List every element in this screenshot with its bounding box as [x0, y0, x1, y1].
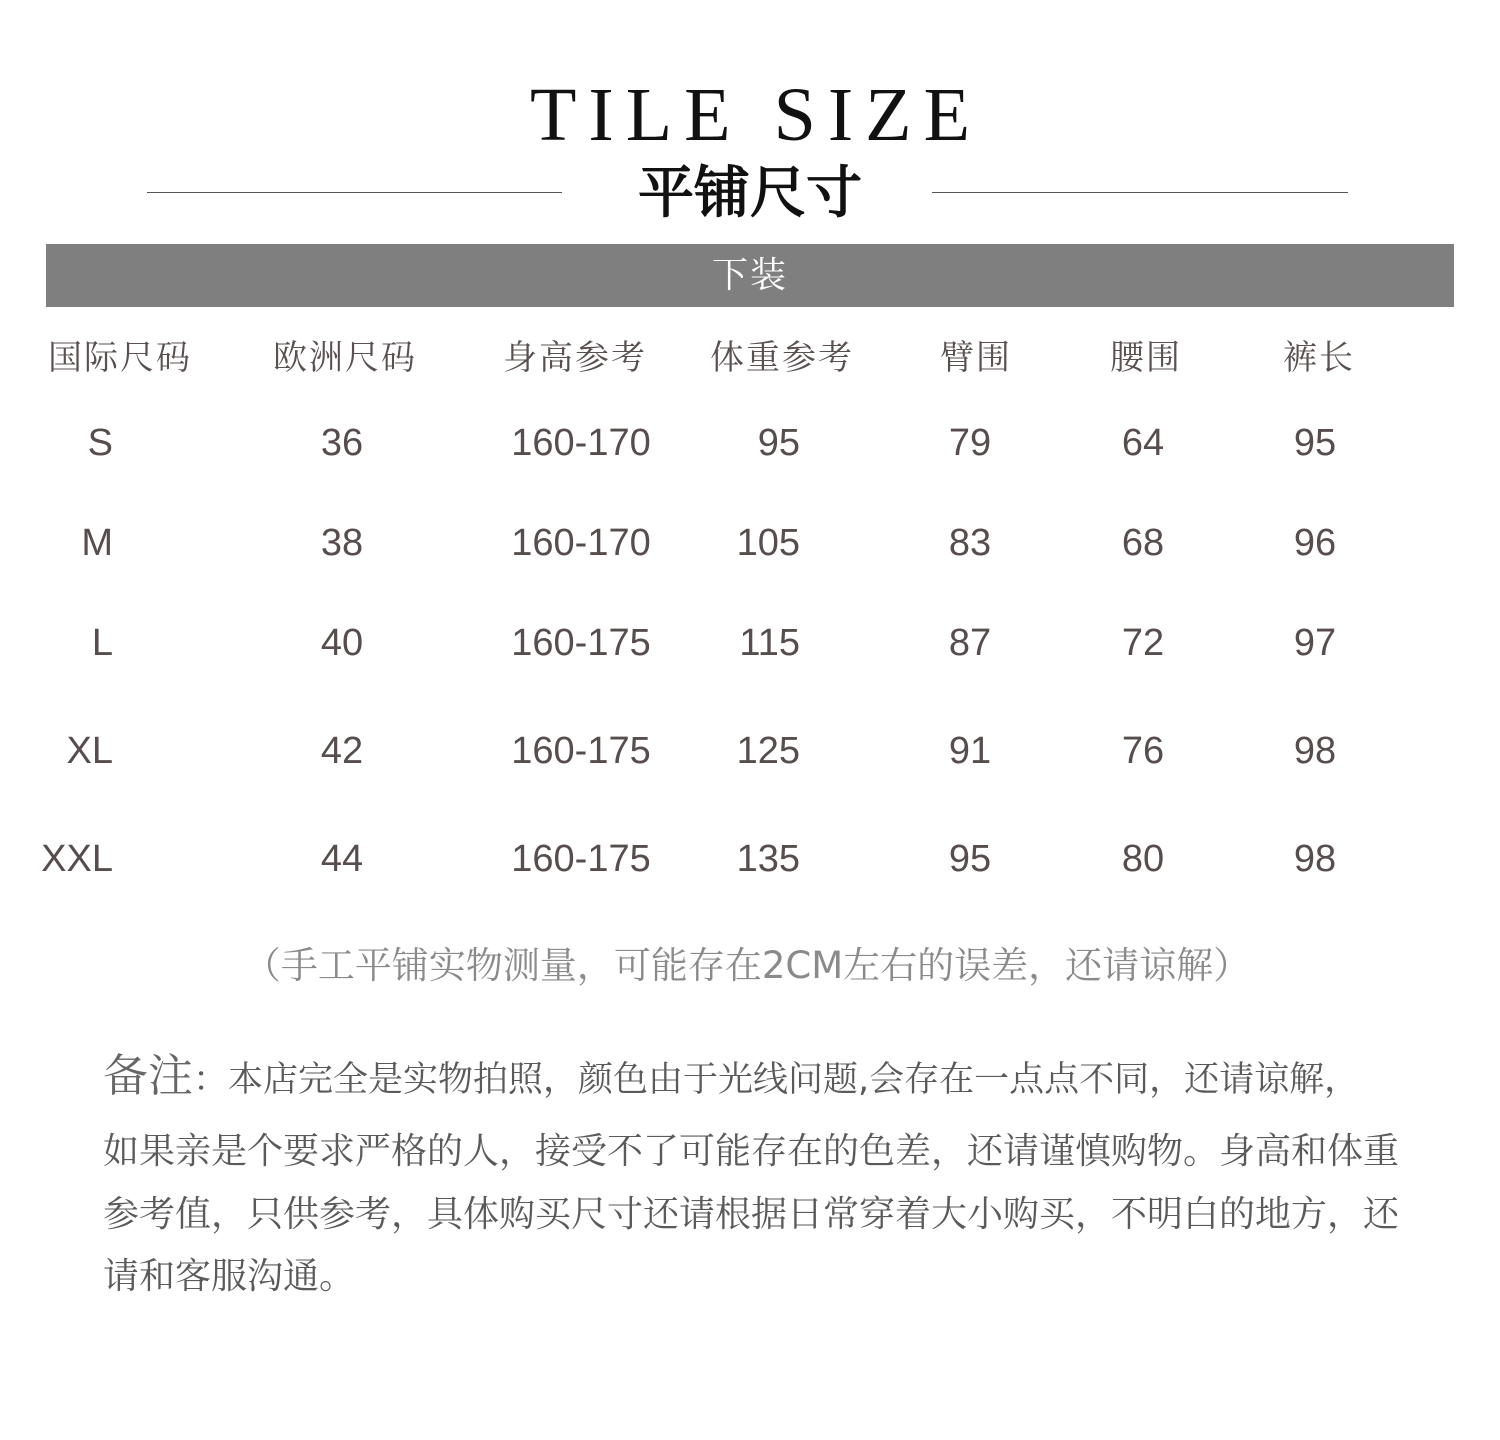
- cell-height-reference: 160-170: [511, 422, 651, 464]
- cell-waist: 68: [1121, 522, 1165, 564]
- cell-pants-length: 96: [1293, 522, 1337, 564]
- cell-waist: 72: [1121, 622, 1165, 664]
- cell-international-size: M: [81, 522, 113, 564]
- cell-pants-length: 98: [1293, 838, 1337, 880]
- cell-weight-reference: 95: [757, 422, 800, 464]
- cell-waist: 76: [1121, 730, 1165, 772]
- header-height-reference: 身高参考: [503, 338, 647, 378]
- cell-international-size: XXL: [41, 838, 113, 880]
- remarks-text: ：本店完全是实物拍照，颜色由于光线问题,会存在一点点不同，还请谅解，: [193, 1060, 1360, 1100]
- cell-weight-reference: 115: [739, 622, 800, 664]
- header-eu-size: 欧洲尺码: [273, 338, 417, 378]
- header-international-size: 国际尺码: [48, 338, 192, 378]
- cell-weight-reference: 125: [736, 730, 800, 772]
- cell-international-size: XL: [66, 730, 113, 772]
- table-row: [0, 731, 1500, 771]
- remarks-label: 备注: [103, 1049, 194, 1102]
- cell-hip: 79: [948, 422, 992, 464]
- header-hip: 臂围: [940, 338, 1012, 378]
- measurement-note: （手工平铺实物测量，可能存在2CM左右的误差，还请谅解）: [243, 944, 1251, 987]
- cell-international-size: S: [87, 422, 113, 464]
- page-title: TILE SIZE: [529, 73, 982, 157]
- table-row: [0, 623, 1500, 663]
- page-subtitle: 平铺尺寸: [638, 161, 862, 226]
- cell-height-reference: 160-175: [511, 622, 651, 664]
- cell-weight-reference: 135: [736, 838, 800, 880]
- cell-hip: 91: [948, 730, 992, 772]
- cell-hip: 95: [948, 838, 992, 880]
- cell-pants-length: 95: [1293, 422, 1337, 464]
- cell-eu-size: 44: [320, 838, 364, 880]
- cell-height-reference: 160-175: [511, 838, 651, 880]
- remarks-line: 请和客服沟通。: [103, 1256, 356, 1297]
- table-row: [0, 523, 1500, 563]
- cell-weight-reference: 105: [736, 522, 800, 564]
- header-pants-length: 裤长: [1283, 338, 1355, 378]
- remarks-first-line: [103, 1048, 1359, 1114]
- remarks-line: 如果亲是个要求严格的人，接受不了可能存在的色差，还请谨慎购物。身高和体重: [103, 1131, 1400, 1172]
- cell-waist: 64: [1121, 422, 1165, 464]
- remarks-line: 参考值，只供参考，具体购买尺寸还请根据日常穿着大小购买，不明白的地方，还: [103, 1194, 1400, 1235]
- cell-height-reference: 160-170: [511, 522, 651, 564]
- section-bar: [46, 244, 1454, 307]
- table-row: [0, 839, 1500, 879]
- cell-hip: 87: [948, 622, 992, 664]
- cell-pants-length: 98: [1293, 730, 1337, 772]
- header-weight-reference: 体重参考: [710, 338, 854, 378]
- cell-height-reference: 160-175: [511, 730, 651, 772]
- cell-waist: 80: [1121, 838, 1165, 880]
- header-waist: 腰围: [1110, 338, 1182, 378]
- cell-pants-length: 97: [1293, 622, 1337, 664]
- cell-eu-size: 42: [320, 730, 364, 772]
- cell-eu-size: 36: [320, 422, 364, 464]
- cell-international-size: L: [91, 622, 113, 664]
- table-row: [0, 423, 1500, 463]
- cell-hip: 83: [948, 522, 992, 564]
- cell-eu-size: 38: [320, 522, 364, 564]
- divider-right: [932, 192, 1348, 193]
- section-bar-label: 下装: [711, 255, 788, 296]
- cell-eu-size: 40: [320, 622, 364, 664]
